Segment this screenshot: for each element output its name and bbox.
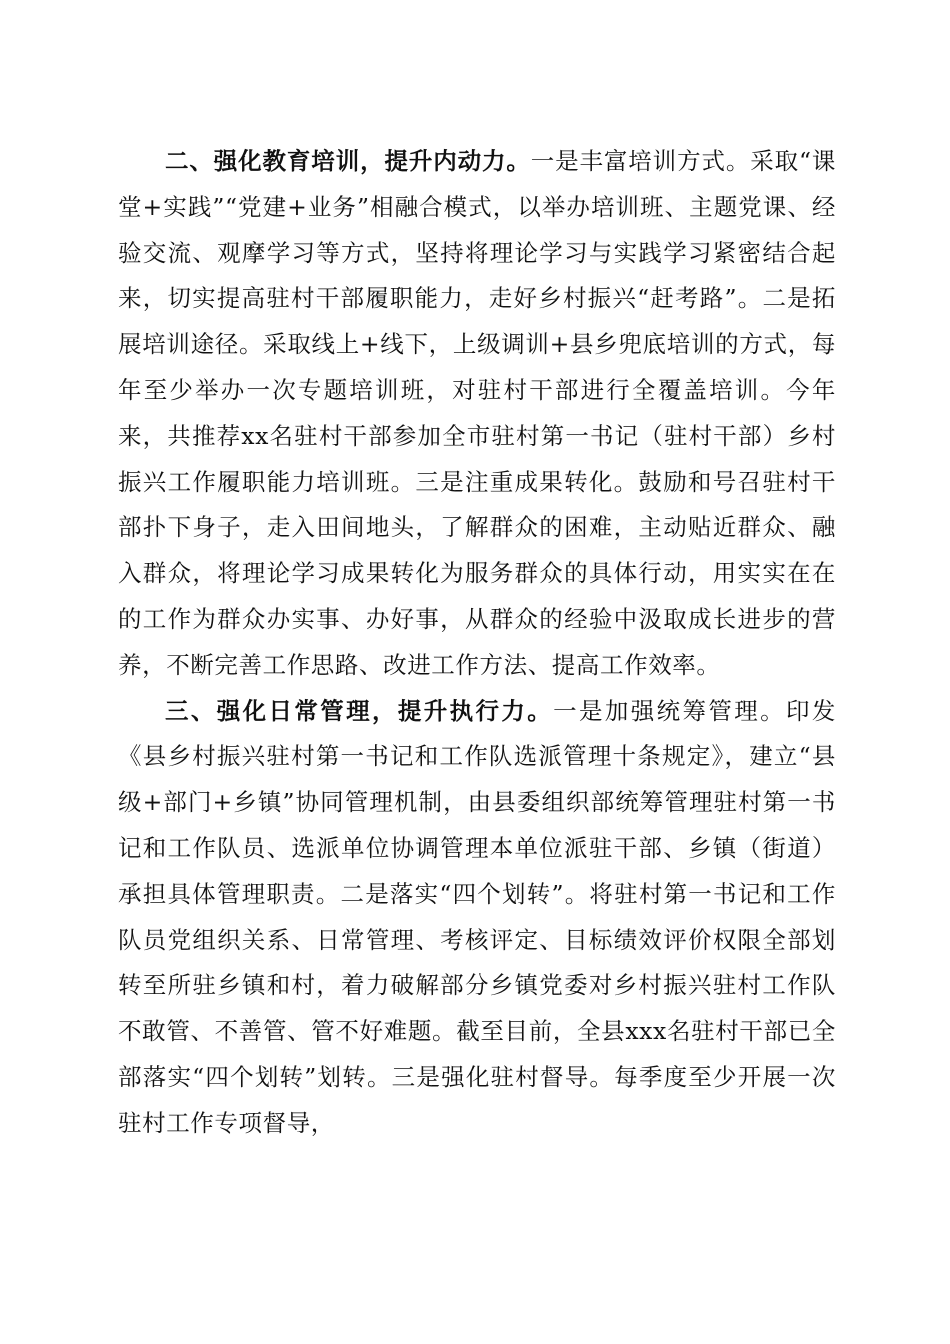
section-heading-education-training: 二、强化教育培训，提升内动力。 (165, 147, 531, 175)
paragraph-daily-management (118, 689, 836, 1147)
section-heading-daily-management: 三、强化日常管理，提升执行力。 (165, 696, 554, 725)
paragraph-text-education-training: 一是丰富培训方式。采取“课堂+实践”“党建+业务”相融合模式，以举办培训班、主题党课、经验交流、观摩学习等方式，坚持将理论学习与实践学习紧密结合起来，切实提高驻村干部履职能力，走好乡村振兴“赶考路”。二是拓展培训途径。采取线上+线下，上级调训+县乡兜底培训的方式，每年至少举办一次专题培训班，对驻村干部进行全覆盖培训。今年来，共推荐xx名驻村干部参加全市驻村第一书记（驻村干部）乡村振兴工作履职能力培训班。三是注重成果转化。鼓励和号召驻村干部扑下身子，走入田间地头，了解群众的困难，主动贴近群众、融入群众，将理论学习成果转化为服务群众的具体行动，用实实在在的工作为群众办实事、办好事，从群众的经验中汲取成长进步的营养，不断完善工作思路、改进工作方法、提高工作效率。 (118, 147, 836, 679)
paragraph-education-training (118, 139, 836, 689)
document-body (118, 139, 836, 1147)
paragraph-text-daily-management: 一是加强统筹管理。印发《县乡村振兴驻村第一书记和工作队选派管理十条规定》，建立“县级+部门+乡镇”协同管理机制，由县委组织部统筹管理驻村第一书记和工作队员、选派单位协调管理本单位派驻干部、乡镇（街道）承担具体管理职责。二是落实“四个划转”。将驻村第一书记和工作队员党组织关系、日常管理、考核评定、目标绩效评价权限全部划转至所驻乡镇和村，着力破解部分乡镇党委对乡村振兴驻村工作队不敢管、不善管、管不好难题。截至目前，全县xxx名驻村干部已全部落实“四个划转”划转。三是强化驻村督导。每季度至少开展一次驻村工作专项督导， (118, 696, 836, 1137)
